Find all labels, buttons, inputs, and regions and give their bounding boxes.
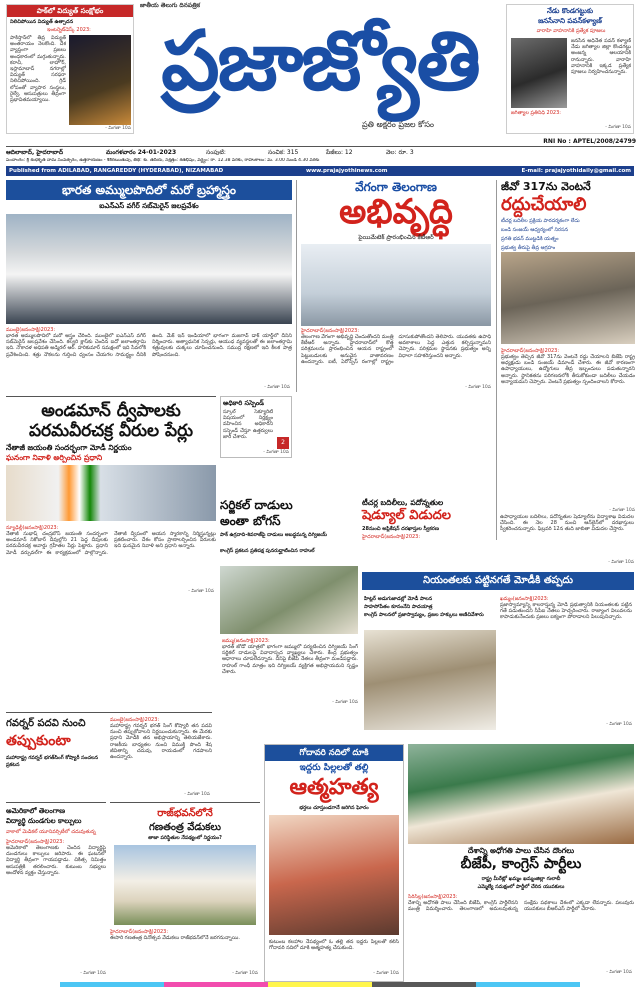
- parties-dateline: సిరిసిల్ల(జనంసాక్షి)2023:: [408, 894, 458, 900]
- story-modi[interactable]: [362, 592, 634, 740]
- modi-dateline: ఖమ్మం(జనంసాక్షి)2023:: [500, 596, 549, 602]
- surgical-body: భారత్ జోడో యాత్రలో భాగంగా జమ్ములో పర్యటించిన దిగ్విజయ్ సింగ్ సర్జికల్ దాడులపై వివాదాస్పద వ్యాఖ్యలు చేశారు. కేంద్ర ప్రభుత్వం ఆధారాలు చూపలేదన్నారు. దీనిపై బీజేపీ నేతలు తీవ్రంగా మండిపడ్డారు. రాహుల్ గాంధీ మాత్రం ఇది దిగ్విజయ్ వ్యక్తిగత అభిప్రాయమని స్పష్టం చేశారు.: [222, 644, 358, 675]
- ear-left-body: పాకిస్తాన్‌లో తీవ్ర విద్యుత్ అంతరాయం నెలకొంది. దేశ వ్యాప్తంగా ప్రజలు అంధకారంలో మగ్గుతున్నారు. కరాచీ, లాహోర్, ఇస్లామాబాద్ నగరాల్లో విద్యుత్ సరఫరా నిలిచిపోయింది. గ్రిడ్ లోపంతో వ్యాపార సంస్థలు, రైల్వే, ఆసుపత్రులు తీవ్రంగా ప్రభావితమయ్యాయి.: [10, 35, 66, 104]
- telangana-sub: పైయిమేటెక్ ప్రారంభించిన కేటీఆర్: [358, 234, 434, 241]
- surgical-headline-1: సర్జికల్ దాడులు: [220, 498, 293, 512]
- go317-point: ప్రగతి భవన్ ముట్టడికి యత్నం: [501, 236, 559, 242]
- ear-right-headline-2: జనసేనాని పవన్‌కళ్యాణ్: [538, 17, 602, 25]
- adhikari-headline: అధికారి సస్పెండ్: [223, 399, 264, 407]
- governor-dateline: ముంబై(జనంసాక్షి)2023:: [110, 717, 160, 723]
- university-sub: వాకాలో మెడికల్ యూనివర్సిటీలో చదువుతున్న: [6, 829, 96, 835]
- parties-body: దేశాన్ని అధోగతి పాలు చేసింది బీజేపీ, కాంగ్రెస్ పార్టీలేనని మంత్రి విమర్శించారు. తెలంగాణలో అమలవుతున్న సంక్షేమ పథకాలు దేశంలో ఎక్కడా లేవన్నారు. పలువురు యువకులు బీఆర్ఎస్ పార్టీలో చేరారు.: [408, 900, 634, 913]
- go317-headline-2: రద్దుచేయాలి: [501, 194, 587, 215]
- story-university[interactable]: [6, 802, 106, 982]
- modi-headline[interactable]: నియంతలకు పట్టినగతే మోడీకి తప్పదు: [362, 572, 634, 590]
- governor-headline-1: గవర్నర్ పదవి నుంచి: [6, 718, 86, 729]
- go317-point: టీచర్ల బదిలీల ప్రక్రియ పారదర్శకంగా లేదు: [501, 218, 580, 224]
- modi-more[interactable]: - మిగతా 10వ: [606, 722, 632, 727]
- andaman-body: నేతాజీ సుభాష్ చంద్రబోస్ జయంతి సందర్భంగా అండమాన్ నికోబార్ దీవుల్లోని 21 పెద్ద దీవులకు పరమవీరచక్ర అవార్డు గ్రహీతల పేర్లు పెట్టారు. ప్రధాని మోడీ వర్చువల్‌గా ఈ కార్యక్రమంలో పాల్గొన్నారు. నేతాజీ ద్వీపంలో ఆయన స్మారకాన్ని నిర్మిస్తున్నట్లు ప్రకటించారు. దేశం కోసం ప్రాణాలర్పించిన వీరులకు ఇది ఘనమైన నివాళి అని ప్రధాని అన్నారు.: [6, 531, 216, 556]
- schedule-sub: 28నుంచి అప్లికేషన్ దరఖాస్తుల స్వీకరణ: [362, 526, 439, 532]
- ear-right-body: జనసేన అధినేత పవన్ కళ్యాణ్ నేడు జగిత్యాల జిల్లా కొండగట్టు అంజన్న ఆలయానికి రానున్నారు. వారాహి వాహనానికి ఇక్కడ ప్రత్యేక పూజలు నిర్వహించనున్నారు.: [571, 38, 631, 76]
- infobar-vol: సంపుటి:: [206, 149, 226, 156]
- surgical-more[interactable]: - మిగతా 10వ: [332, 700, 358, 705]
- masthead-tagline: జాతీయ తెలుగు దినపత్రిక: [140, 2, 200, 9]
- submarine-photo: [6, 214, 292, 324]
- print-color-bar: [60, 982, 580, 987]
- story-adhikari[interactable]: [220, 396, 292, 458]
- rajbhavan-body: ఈసారి గణతంత్ర దినోత్సవ వేడుకలు రాజ్‌భవన్‌లోనే జరగనున్నాయి.: [110, 935, 240, 941]
- telangana-photo: [301, 244, 491, 326]
- infobar-issue: సంచిక: 315: [268, 149, 299, 156]
- university-headline-2: విద్యార్థి దుండగుల కాల్పులు: [6, 817, 82, 825]
- university-more[interactable]: - మిగతా 10వ: [80, 971, 106, 976]
- andaman-sub2: ఘనంగా నివాళి అర్పించిన ప్రధాని: [6, 453, 103, 462]
- telangana-more[interactable]: - మిగతా 10వ: [465, 385, 491, 390]
- university-dateline: హైదరాబాద్(జనంసాక్షి)2023:: [6, 839, 65, 845]
- go317-points: [501, 218, 635, 252]
- infobar-pages: పేజీలు: 12: [326, 149, 353, 156]
- governor-more[interactable]: - మిగతా 10వ: [184, 792, 210, 797]
- infobar-price: వెల: రూ. 3: [386, 149, 414, 156]
- go317-body: ప్రభుత్వం తెచ్చిన జీవో 317ను వెంటనే రద్దు చేయాలని బీజేపీ రాష్ట్ర అధ్యక్షుడు బండి సంజయ్ డిమాండ్ చేశారు. ఈ జీవో కారణంగా ఉపాధ్యాయులు, ఉద్యోగులు తీవ్ర ఇబ్బందులు పడుతున్నారని అన్నారు. స్థానికతను పరిగణనలోకి తీసుకోకుండా బదిలీలు చేయడం అన్యాయమని చెప్పారు. వెంటనే ప్రభుత్వం స్పందించాలని కోరారు.: [501, 354, 635, 385]
- ear-left-more[interactable]: - మిగతా 10వ: [105, 126, 131, 131]
- story-rajbhavan[interactable]: [110, 802, 260, 982]
- surgical-sub1: పాక్ ఉగ్రవాది-శివరాజ్‌పై దాడులు అబద్ధమన్న దిగ్విజయ్: [220, 532, 327, 538]
- rajbhavan-headline-1: రాజ్‌భవన్‌లోనే: [157, 808, 213, 819]
- story-parties[interactable]: [408, 744, 634, 982]
- ear-right-sub: వారాహి వాహనానికి ప్రత్యేక పూజలు: [536, 28, 606, 34]
- rni-number: RNI No : APTEL/2008/24799: [543, 138, 636, 145]
- website-link[interactable]: www.prajajyothinews.com: [306, 168, 388, 174]
- schedule-body: ఉపాధ్యాయుల బదిలీలు, పదోన్నతుల షెడ్యూల్‌ను విద్యాశాఖ విడుదల చేసింది. ఈ నెల 28 నుంచి ఆన్‌లైన్‌లో దరఖాస్తులు స్వీకరించనున్నారు. ఫిబ్రవరి 12న తుది జాబితా విడుదల చేస్తారు.: [500, 514, 634, 533]
- ear-left-photo: [69, 35, 131, 125]
- submarine-more[interactable]: - మిగతా 10వ: [264, 385, 290, 390]
- parties-sub2: ఎమ్మెల్యే సమక్షంలో పార్టీలో చేరిన యువకులు: [477, 884, 565, 890]
- masthead-motto: ప్రతి అక్షరం ప్రజల కోసం: [361, 120, 434, 129]
- schedule-more[interactable]: - మిగతా 10వ: [608, 560, 634, 565]
- parties-more[interactable]: - మిగతా 10వ: [606, 970, 632, 975]
- schedule-dateline: హైదరాబాద్(జనంసాక్షి)2023:: [362, 534, 421, 540]
- submarine-sub: ఐఎన్ఎస్ వగీర్ సబ్‌మెరైన్ జలప్రవేశం: [99, 202, 199, 210]
- rajbhavan-dateline: హైదరాబాద్(జనంసాక్షి)2023:: [110, 929, 169, 935]
- andaman-sub: నేతాజీ జయంతి సందర్భంగా మోడీ నిర్ణయం: [6, 443, 132, 452]
- ear-left-sub: నిలిచిపోయిన విద్యుత్ ఉత్పాదన: [10, 19, 74, 25]
- go317-photo: [501, 252, 635, 344]
- adhikari-body: స్కూల్ సెక్యూరిటీ విషయంలో నిర్లక్ష్యం వహించిన అధికారిని సస్పెండ్ చేస్తూ ఉత్తర్వులు జారీ చేశారు.: [223, 409, 273, 440]
- parties-headline: బీజేపీ, కాంగ్రెస్ పార్టీలు: [460, 856, 582, 872]
- andaman-headline-2: పరమవీరచక్ర వీరుల పేర్లు: [28, 421, 194, 441]
- telangana-headline: అభివృద్ధి: [339, 192, 453, 232]
- adhikari-more[interactable]: - మిగతా 10వ: [263, 450, 289, 455]
- rajbhavan-sub: తాజా పరిస్థితుల నేపథ్యంలో నిర్ణయం?: [148, 835, 222, 841]
- ear-right[interactable]: [506, 4, 634, 134]
- submarine-body: భారత అమ్ములపొదిలో మరో అస్త్రం చేరింది. ముంబైలో ఐఎన్ఎస్ వగీర్ సబ్‌మెరైన్ జలప్రవేశం చేసింది. కల్వరి క్లాస్‌కు చెందిన ఐదో జలాంతర్గామి ఇది. నౌకాదళ అధిపతి అడ్మిరల్ ఆర్. హరికుమార్ సమక్షంలో ఇది సేవలోకి ప్రవేశించింది. శత్రు నౌకలను గుర్తించి ధ్వంసం చేయగల సామర్థ్యం దీనికి ఉంది. మేక్ ఇన్ ఇండియాలో భాగంగా మజగావ్ డాక్ యార్డ్‌లో దీనిని నిర్మించారు. అత్యాధునిక సెన్సర్లు, ఆయుధ వ్యవస్థలతో ఈ జలాంతర్గామి శత్రువులకు చుక్కలు చూపించనుంది. సముద్ర రక్షణలో ఇది కీలక పాత్ర పోషించనుంది.: [6, 333, 292, 358]
- godavari-more[interactable]: - మిగతా 10వ: [373, 971, 399, 976]
- godavari-sub: భర్తలు చూస్తుండగానే జరిగిన ఘోరం: [299, 805, 369, 811]
- andaman-body-row: [6, 596, 358, 708]
- ear-right-photo: [511, 38, 567, 108]
- published-from: Published from ADILABAD, RANGAREDDY (HYDERABAD), NIZAMABAD: [9, 168, 224, 174]
- surgical-sub2: కాంగ్రెస్ ప్రకటన ప్రతిపక్ష పునరుద్ఘాటించిన రాహుల్: [220, 548, 315, 554]
- telangana-kicker: వేగంగా తెలంగాణ: [355, 180, 437, 194]
- infobar-panchang: పంచాంగం: శ్రీ శుభకృత్ నామ సంవత్సరం, ఉత్తరాయణం - శిశిరఋతువు, తిథి: శు. తదియ, నక్షత్రం: శతభిషం, వర్జ్యం: రా. 12.38 వరకు, రాహుకాలం: మ. 3.00 నుండి 4.30 వరకు: [6, 158, 320, 163]
- andaman-photo: [6, 465, 216, 521]
- andaman-more[interactable]: - మిగతా 10వ: [188, 589, 214, 594]
- andaman-headline-1: అండమాన్ ద్వీపాలకు: [41, 401, 181, 421]
- university-body: అమెరికాలో తెలంగాణకు చెందిన విద్యార్థిపై దుండగులు కాల్పులు జరిపారు. ఈ ఘటనలో విద్యార్థి తీవ్రంగా గాయపడ్డాడు. చికిత్స నిమిత్తం ఆసుపత్రికి తరలించారు. కుటుంబ సభ్యులు ఆందోళన వ్యక్తం చేస్తున్నారు.: [6, 845, 106, 876]
- governor-sub: మహారాష్ట్ర గవర్నర్ భగత్‌సింగ్ కోష్యారీ సంచలన ప్రకటన: [6, 755, 99, 768]
- rajbhavan-photo: [114, 845, 256, 925]
- modi-point-2: సాహసోపేతం కూనంనేని పాదయాత్ర: [364, 604, 433, 610]
- modi-body: ప్రజాస్వామ్యాన్ని కాలరాస్తున్న మోడీ ప్రభుత్వానికి నియంతలకు పట్టిన గతే పడుతుందని సీపీఐ నేతలు హెచ్చరించారు. రాజ్యాంగ విలువలను కాపాడుకునేందుకు ప్రజలు ఐక్యంగా పోరాడాలని పిలుపునిచ్చారు.: [500, 602, 632, 621]
- godavari-headline-1: గోదావరి నదిలో దూకి: [265, 745, 403, 761]
- parties-photo: [408, 744, 634, 844]
- email-link[interactable]: E-mail: prajajyothidaily@gmail.com: [521, 168, 631, 174]
- andaman-dateline: న్యూఢిల్లీ(జనంసాక్షి)2023:: [6, 525, 59, 531]
- modi-photo: [364, 630, 496, 730]
- submarine-headline: భారత అమ్ములపొదిలో మరో బ్రహ్మాస్త్రం: [6, 180, 292, 200]
- schedule-body-col: [496, 514, 634, 568]
- schedule-headline-1: టీచర్ల బదిలీలు, పదోన్నతుల: [362, 498, 444, 507]
- surgical-dateline: జమ్ము(జనంసాక్షి)2023:: [222, 638, 270, 644]
- parties-sub1: రాష్ట్ర మీరేట్లో ఖమ్మం ఖమ్మంజిల్లా గులాబీ: [481, 876, 561, 882]
- story-submarine[interactable]: [6, 180, 292, 392]
- story-governor[interactable]: [6, 712, 212, 800]
- story-godavari[interactable]: [264, 744, 404, 982]
- governor-headline-2: తప్పుకుంటా: [6, 733, 71, 749]
- infobar-place: ఆదిలాబాద్, హైదరాబాద్: [6, 149, 64, 156]
- university-headline-1: అమెరికాలో తెలంగాణ: [6, 807, 66, 815]
- modi-point-3: కాంగ్రెస్ పాలనలో ప్రజాస్వామ్యం, ప్రజల హక్కులు అణిచివేశారు: [364, 612, 484, 618]
- adhikari-badge: 2: [277, 437, 289, 449]
- submarine-dateline: ముంబై(జనంసాక్షి)2023:: [6, 327, 56, 333]
- go317-point: బండి సంజయ్ ఆధ్వర్యంలో నిరసన: [501, 227, 568, 233]
- ear-left[interactable]: [6, 4, 134, 134]
- governor-body: మహారాష్ట్ర గవర్నర్ భగత్ సింగ్ కోష్యారీ తన పదవి నుంచి తప్పుకోవాలని నిర్ణయించుకున్నారు. ఈ మేరకు ప్రధాని మోడీకి తన అభిప్రాయాన్ని తెలియజేశారు. రాజకీయ బాధ్యతల నుంచి విముక్తి పొంది శేష జీవితాన్ని చదువు, రాయడంలో గడపాలని ఉందన్నారు.: [110, 723, 212, 761]
- telangana-body: తెలంగాణ వేగంగా అభివృద్ధి చెందుతోందని మంత్రి కేటీఆర్ అన్నారు. హైదరాబాద్‌లో కొత్త పరిశ్రమలను ప్రారంభించిన ఆయన రాష్ట్రంలో పెట్టుబడులకు అనువైన వాతావరణం ఉందన్నారు. ఐటీ, ఏరోస్పేస్ రంగాల్లో రాష్ట్రం దూసుకుపోతోందని తెలిపారు. యువతకు ఉపాధి అవకాశాలు పెద్ద ఎత్తున కల్పిస్తున్నామని చెప్పారు. పరిశ్రమల స్థాపనకు ప్రభుత్వం అన్ని విధాలా సహకరిస్తుందని అన్నారు.: [301, 334, 491, 365]
- ear-right-headline-1: నేడు కొండగట్టుకు: [546, 7, 594, 15]
- godavari-photo: [269, 815, 399, 935]
- ear-left-dateline: ఇంటర్నెట్‌డెస్క్ 2023:: [47, 27, 91, 33]
- godavari-headline-2: ఇద్దరు పిల్లలతో తల్లి: [299, 763, 369, 773]
- rajbhavan-more[interactable]: - మిగతా 10వ: [232, 971, 258, 976]
- masthead-title: ప్రజాజ్యోతి: [161, 14, 479, 109]
- story-schedule[interactable]: [362, 498, 492, 568]
- schedule-headline-2: షెడ్యూల్ విడుదల: [362, 508, 452, 523]
- infobar-published: [6, 166, 634, 176]
- infobar-date: మంగళవారం 24-01-2023: [106, 149, 177, 156]
- masthead: [140, 0, 500, 136]
- parties-kicker: దేశాన్ని అధోగతి పాలు చేసిన దొంగలు: [467, 846, 575, 855]
- surgical-headline-2: అంతా బోగస్: [220, 514, 281, 528]
- infobar: [6, 146, 634, 176]
- go317-dateline: హైదరాబాద్(జనంసాక్షి)2023:: [501, 348, 560, 354]
- go317-headline-1: జీవో 317ను వెంటనే: [501, 180, 591, 193]
- modi-point-1: హిట్లర్ అడుగుజాడల్లో మోడీ పాలన: [364, 596, 433, 602]
- rajbhavan-headline-2: గణతంత్ర వేడుకలు: [149, 822, 221, 833]
- story-andaman[interactable]: [6, 396, 216, 596]
- go317-more[interactable]: - మిగతా 10వ: [609, 508, 635, 513]
- ear-right-dateline: జగిత్యాల ప్రతినిధి 2023:: [511, 110, 561, 116]
- telangana-dateline: హైదరాబాద్(జనంసాక్షి)2023:: [301, 328, 360, 334]
- story-go317[interactable]: [496, 180, 634, 540]
- go317-point: ప్రభుత్వ తీరుపై తీవ్ర ఆగ్రహం: [501, 245, 556, 251]
- godavari-headline-3: ఆత్మహత్య: [289, 775, 379, 800]
- godavari-body: కుటుంబ కలహాల నేపథ్యంలో ఓ తల్లి తన ఇద్దరు పిల్లలతో కలిసి గోదావరి నదిలో దూకి ఆత్మహత్య చేసుకుంది.: [269, 939, 399, 952]
- ear-right-more[interactable]: - మిగతా 10వ: [605, 125, 631, 130]
- ear-left-headline: పాక్‌లో విద్యుత్ సంక్షోభం: [7, 5, 133, 17]
- story-telangana[interactable]: [296, 180, 492, 392]
